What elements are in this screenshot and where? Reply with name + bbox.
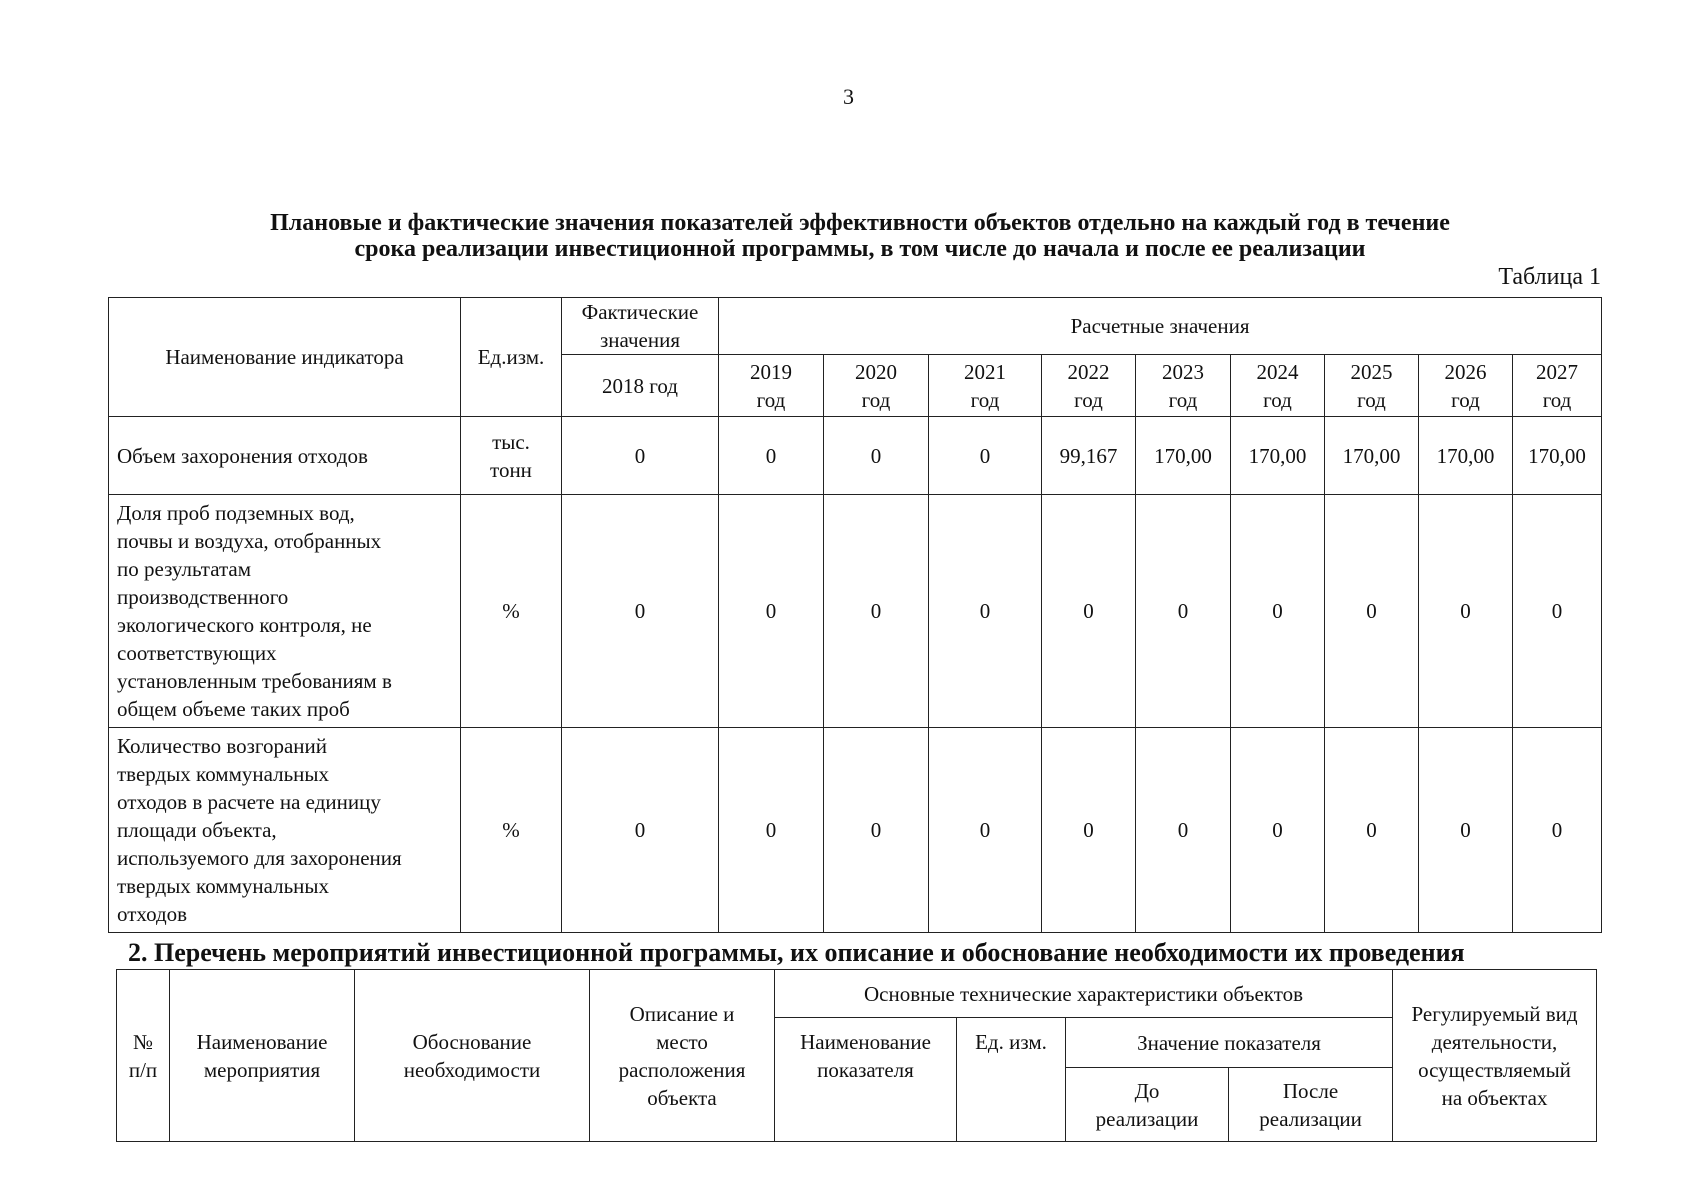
calculated-value-2026: 170,00 [1419, 417, 1513, 495]
calculated-value-2025: 0 [1325, 495, 1419, 728]
indicator-name-line: почвы и воздуха, отобранных [117, 529, 382, 553]
header-number-line-2: п/п [128, 1057, 158, 1082]
header-indicator-name: Наименование индикатора [109, 298, 461, 417]
header-activity-line-1: Регулируемый вид [1411, 1001, 1578, 1026]
header-technical-characteristics: Основные технические характеристики объектов [775, 970, 1393, 1018]
calculated-value-2019: 0 [719, 417, 824, 495]
header-measure-name [170, 970, 355, 1142]
header-actual-values [562, 298, 719, 355]
calculated-value-2019: 0 [719, 495, 824, 728]
calculated-value-2027: 0 [1513, 728, 1602, 933]
indicator-name-line: по результатам [117, 557, 252, 581]
header-year-suffix: год [970, 387, 1000, 412]
header-year-number: 2025 [1350, 359, 1393, 384]
header-regulated-activity [1393, 970, 1597, 1142]
header-actual-line-2: значения [599, 328, 681, 352]
indicator-unit [461, 728, 562, 933]
header-object-description [590, 970, 775, 1142]
calculated-value-2020: 0 [824, 417, 929, 495]
calculated-value-2023: 170,00 [1136, 417, 1231, 495]
header-description-line-4: объекта [647, 1085, 717, 1110]
actual-value-2018: 0 [562, 495, 719, 728]
calculated-value-2024: 170,00 [1231, 417, 1325, 495]
document-title [120, 210, 1600, 262]
indicator-name [109, 728, 461, 933]
calculated-value-2026: 0 [1419, 495, 1513, 728]
measures-table [116, 969, 1597, 1142]
calculated-value-2019: 0 [719, 728, 824, 933]
header-year-number: 2026 [1444, 359, 1487, 384]
table-row [109, 417, 1602, 495]
header-activity-line-4: на объектах [1441, 1085, 1548, 1110]
header-before-implementation [1066, 1068, 1229, 1142]
document-title-line-1: Плановые и фактические значения показателей эффективности объектов отдельно на каждый год в течение [270, 210, 1450, 236]
header-year-suffix: год [756, 387, 786, 412]
header-year-suffix: год [861, 387, 891, 412]
header-year-number: 2024 [1256, 359, 1299, 384]
header-year-2021 [929, 355, 1042, 417]
indicator-unit [461, 495, 562, 728]
actual-value-2018: 0 [562, 728, 719, 933]
header-after-line-2: реализации [1259, 1106, 1362, 1131]
calculated-value-2022: 99,167 [1042, 417, 1136, 495]
header-year-number: 2023 [1162, 359, 1204, 384]
header-before-line-2: реализации [1095, 1106, 1199, 1131]
header-year-number: 2019 [750, 359, 792, 384]
calculated-value-2022: 0 [1042, 495, 1136, 728]
header-unit: Ед.изм. [461, 298, 562, 417]
calculated-value-2023: 0 [1136, 728, 1231, 933]
indicator-unit-line: % [502, 818, 520, 842]
header-before-line-1: До [1134, 1078, 1160, 1103]
indicator-name [109, 417, 461, 495]
calculated-value-2021: 0 [929, 417, 1042, 495]
indicator-body [109, 417, 1602, 933]
header-number [117, 970, 170, 1142]
table-row [109, 728, 1602, 933]
header-justification [355, 970, 590, 1142]
indicator-unit-line: % [502, 599, 520, 623]
header-year-suffix: год [1451, 387, 1480, 412]
header-activity-line-2: деятельности, [1431, 1029, 1558, 1054]
header-year-suffix: год [1074, 387, 1103, 412]
indicator-name [109, 495, 461, 728]
header-measure-line-2: мероприятия [203, 1057, 321, 1082]
measures-header-row-1 [117, 970, 1597, 1018]
header-description-line-3: расположения [618, 1057, 746, 1082]
indicator-name-line: Количество возгораний [117, 734, 328, 758]
header-year-number: 2020 [855, 359, 897, 384]
calculated-value-2027: 170,00 [1513, 417, 1602, 495]
header-year-number: 2022 [1067, 359, 1110, 384]
calculated-value-2024: 0 [1231, 728, 1325, 933]
header-measure-line-1: Наименование [196, 1029, 328, 1054]
header-unit-2: Ед. изм. [957, 1018, 1066, 1142]
document-title-line-2: срока реализации инвестиционной программы, в том числе до начала и после ее реализации [354, 236, 1366, 262]
indicator-name-line: производственного [117, 585, 289, 609]
header-indicator-name-line-2: показателя [817, 1058, 914, 1082]
actual-value-2018: 0 [562, 417, 719, 495]
header-justification-line-2: необходимости [403, 1057, 541, 1082]
calculated-value-2027: 0 [1513, 495, 1602, 728]
header-calculated-values: Расчетные значения [719, 298, 1602, 355]
header-description-line-1: Описание и [629, 1001, 735, 1026]
header-year-suffix: год [1357, 387, 1386, 412]
header-year-2027 [1513, 355, 1602, 417]
header-row-1 [109, 298, 1602, 355]
header-year-number: 2021 [964, 359, 1006, 384]
header-year-2022 [1042, 355, 1136, 417]
header-year-suffix: год [1168, 387, 1198, 412]
indicator-name-line: Доля проб подземных вод, [117, 501, 355, 525]
header-description-line-2: место [656, 1029, 708, 1054]
header-year-suffix: год [1263, 387, 1292, 412]
header-after-line-1: После [1282, 1078, 1339, 1103]
header-justification-line-1: Обоснование [412, 1029, 532, 1054]
indicator-unit-line: тонн [490, 457, 532, 482]
header-year-2019 [719, 355, 824, 417]
indicator-unit [461, 417, 562, 495]
calculated-value-2021: 0 [929, 728, 1042, 933]
indicator-name-line: соответствующих [117, 641, 277, 665]
header-year-2020 [824, 355, 929, 417]
header-indicator-name-2 [775, 1018, 957, 1142]
page-number: 3 [843, 84, 854, 109]
indicator-name-line: установленным требованиям в [117, 669, 392, 693]
table-row [109, 495, 1602, 728]
indicator-name-line: площади объекта, [117, 818, 277, 842]
header-after-implementation [1229, 1068, 1393, 1142]
indicator-table [108, 297, 1602, 933]
indicator-name-line: отходов в расчете на единицу [117, 790, 381, 814]
indicator-name-line: Объем захоронения отходов [117, 443, 368, 468]
calculated-value-2025: 0 [1325, 728, 1419, 933]
header-indicator-value: Значение показателя [1066, 1018, 1393, 1068]
calculated-value-2026: 0 [1419, 728, 1513, 933]
calculated-value-2022: 0 [1042, 728, 1136, 933]
indicator-unit-line: тыс. [492, 429, 530, 454]
header-indicator-name-line-1: Наименование [800, 1030, 931, 1054]
header-year-2023 [1136, 355, 1231, 417]
indicator-name-line: экологического контроля, не [117, 613, 372, 637]
indicator-name-line: используемого для захоронения [117, 846, 402, 870]
section-2-title: 2. Перечень мероприятий инвестиционной программы, их описание и обоснование необходимости их проведения [128, 938, 1465, 967]
calculated-value-2020: 0 [824, 495, 929, 728]
header-actual-line-1: Фактические [581, 300, 699, 324]
header-year-number: 2027 [1536, 359, 1579, 384]
calculated-value-2024: 0 [1231, 495, 1325, 728]
table-caption: Таблица 1 [1498, 264, 1601, 290]
header-year-2025 [1325, 355, 1419, 417]
indicator-name-line: твердых коммунальных [117, 762, 330, 786]
calculated-value-2025: 170,00 [1325, 417, 1419, 495]
calculated-value-2020: 0 [824, 728, 929, 933]
indicator-name-line: отходов [117, 902, 188, 926]
header-activity-line-3: осуществляемый [1418, 1057, 1571, 1082]
header-number-line-1: № [132, 1029, 154, 1054]
indicator-name-line: твердых коммунальных [117, 874, 330, 898]
header-year-2024 [1231, 355, 1325, 417]
indicator-name-line: общем объеме таких проб [117, 697, 350, 721]
header-year-suffix: год [1542, 387, 1572, 412]
header-year-2026 [1419, 355, 1513, 417]
calculated-value-2021: 0 [929, 495, 1042, 728]
header-actual-year: 2018 год [562, 355, 719, 417]
calculated-value-2023: 0 [1136, 495, 1231, 728]
